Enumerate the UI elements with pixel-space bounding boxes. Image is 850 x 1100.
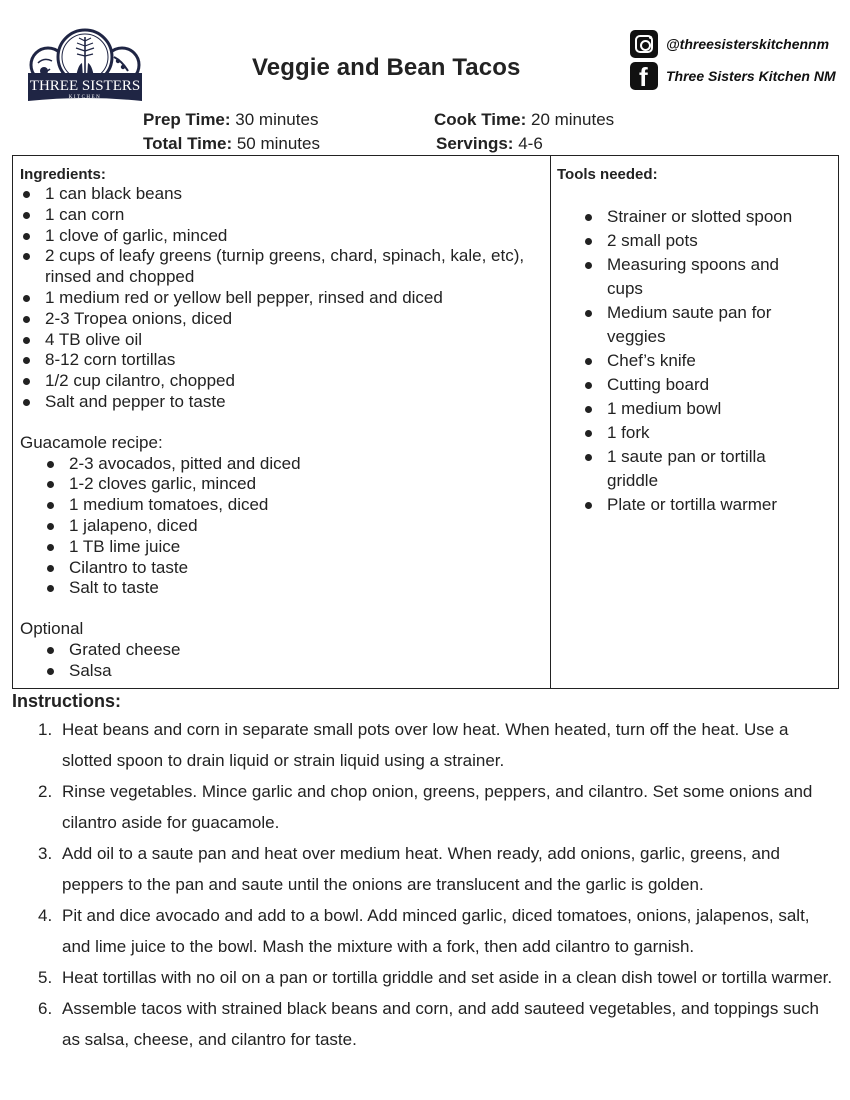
instructions-list xyxy=(38,714,838,1055)
list-item: 2-3 Tropea onions, diced xyxy=(20,309,550,330)
ingredients-column xyxy=(13,156,551,688)
list-item: 4 TB olive oil xyxy=(20,330,550,351)
list-item: Plate or tortilla warmer xyxy=(557,493,818,517)
step-text: Heat tortillas with no oil on a pan or tortilla griddle and set aside in a clean dish towel or tortilla warmer. xyxy=(62,968,833,987)
tools-column xyxy=(551,156,838,688)
step-number: 5. xyxy=(38,968,53,987)
instructions-heading: Instructions: xyxy=(12,691,122,711)
instruction-step xyxy=(38,776,838,838)
prep-time-label: Prep Time: xyxy=(143,110,231,129)
list-item: 1 jalapeno, diced xyxy=(20,516,550,537)
tools-heading: Tools needed: xyxy=(557,166,658,183)
list-item: 2 small pots xyxy=(557,229,818,253)
prep-time-value: 30 minutes xyxy=(230,110,319,129)
step-number: 3. xyxy=(38,844,53,863)
instagram-icon xyxy=(630,30,658,58)
cook-time-value: 20 minutes xyxy=(526,110,615,129)
step-text: Rinse vegetables. Mince garlic and chop onion, greens, peppers, and cilantro. Set some onions and cilantro aside for guacamole. xyxy=(62,782,813,832)
instruction-step xyxy=(38,900,838,962)
step-text: Heat beans and corn in separate small pots over low heat. When heated, turn off the heat. Use a slotted spoon to drain liquid or strain liquid using a strainer. xyxy=(62,720,789,770)
tools-list xyxy=(557,205,838,517)
list-item: 1 medium bowl xyxy=(557,397,818,421)
cook-time xyxy=(434,110,614,130)
list-item: Strainer or slotted spoon xyxy=(557,205,818,229)
list-item: Salt to taste xyxy=(20,578,550,599)
instruction-step xyxy=(38,714,838,776)
guacamole-list xyxy=(20,454,550,600)
social-links xyxy=(630,28,836,92)
total-time xyxy=(143,134,320,154)
list-item: 1 TB lime juice xyxy=(20,537,550,558)
list-item: 1 clove of garlic, minced xyxy=(20,226,550,247)
step-number: 6. xyxy=(38,999,53,1018)
list-item: Measuring spoons and cups xyxy=(557,253,818,301)
list-item: Salt and pepper to taste xyxy=(20,392,550,413)
servings-value: 4-6 xyxy=(513,134,543,153)
ingredients-list xyxy=(20,184,550,413)
prep-time xyxy=(143,110,318,130)
logo-brand-text: THREE SISTERS xyxy=(29,78,141,94)
step-text: Pit and dice avocado and add to a bowl. Add minced garlic, diced tomatoes, onions, jalapenos, salt, and lime juice to the bowl. Mash the mixture with a fork, then add cilantro to garnish. xyxy=(62,906,810,956)
three-sisters-logo xyxy=(26,27,144,105)
list-item: 8-12 corn tortillas xyxy=(20,350,550,371)
logo-brand-sub: KITCHEN xyxy=(68,95,102,100)
optional-heading: Optional xyxy=(20,619,84,639)
list-item: 1 fork xyxy=(557,421,818,445)
ingredients-tools-table xyxy=(12,155,839,689)
list-item: 1 medium tomatoes, diced xyxy=(20,495,550,516)
step-text: Add oil to a saute pan and heat over medium heat. When ready, add onions, garlic, greens, and peppers to the pan and saute until the onions are translucent and the garlic is golden. xyxy=(62,844,780,894)
ingredients-heading: Ingredients: xyxy=(20,166,106,183)
list-item: 2 cups of leafy greens (turnip greens, chard, spinach, kale, etc), rinsed and chopped xyxy=(20,246,550,288)
list-item: 1-2 cloves garlic, minced xyxy=(20,474,550,495)
list-item: Chef’s knife xyxy=(557,349,818,373)
list-item: 1 medium red or yellow bell pepper, rinsed and diced xyxy=(20,288,550,309)
list-item: Medium saute pan for veggies xyxy=(557,301,818,349)
total-time-value: 50 minutes xyxy=(232,134,320,153)
instruction-step xyxy=(38,838,838,900)
step-text: Assemble tacos with strained black beans and corn, and add sauteed vegetables, and toppings such as salsa, cheese, and cilantro for taste. xyxy=(62,999,819,1049)
instruction-step xyxy=(38,962,838,993)
cook-time-label: Cook Time: xyxy=(434,110,527,129)
recipe-title: Veggie and Bean Tacos xyxy=(252,54,521,81)
list-item: 1 can black beans xyxy=(20,184,550,205)
optional-list xyxy=(20,640,550,682)
facebook-icon: f xyxy=(630,62,658,90)
servings xyxy=(436,134,543,154)
list-item: Grated cheese xyxy=(20,640,550,661)
logo-emblem-icon xyxy=(26,27,144,105)
facebook-page-name: Three Sisters Kitchen NM xyxy=(666,68,836,84)
list-item: 1/2 cup cilantro, chopped xyxy=(20,371,550,392)
list-item: Salsa xyxy=(20,661,550,682)
instagram-handle: @threesisterskitchennm xyxy=(666,36,830,52)
list-item: 1 saute pan or tortilla griddle xyxy=(557,445,818,493)
list-item: Cutting board xyxy=(557,373,818,397)
servings-label: Servings: xyxy=(436,134,514,153)
facebook-link[interactable] xyxy=(630,60,836,92)
list-item: 2-3 avocados, pitted and diced xyxy=(20,454,550,475)
instagram-link[interactable] xyxy=(630,28,836,60)
step-number: 2. xyxy=(38,782,53,801)
instruction-step xyxy=(38,993,838,1055)
list-item: Cilantro to taste xyxy=(20,558,550,579)
guacamole-heading: Guacamole recipe: xyxy=(20,432,163,452)
total-time-label: Total Time: xyxy=(143,134,233,153)
step-number: 1. xyxy=(38,720,53,739)
list-item: 1 can corn xyxy=(20,205,550,226)
step-number: 4. xyxy=(38,906,53,925)
